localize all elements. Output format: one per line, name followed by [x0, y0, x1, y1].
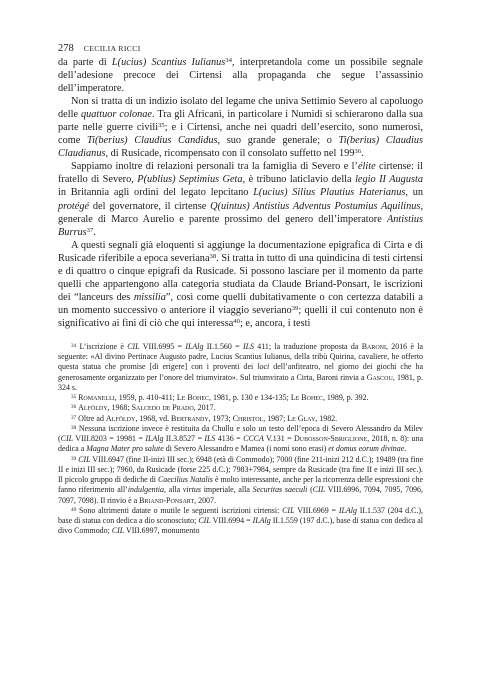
footnote: $^{39}$ CIL VIII.6947 (fine II-inizi III sec.); 6948 (età di Commodo); 7000 (fine 211-inizi 212 d.C.); 19489 (tra fine II e inizi III sec.); 7960, da Rusicade (forse 225 d.C.); 7983+7984, sempre da Rusicade (tra fine II e inizi III sec.). Il piccolo gruppo di dediche di Caecilius Natalis è molto interessante, anche per la ricorrenza delle espressioni che fanno riferimento all’indulgentia, alla virtus imperiale, alla Securitas saeculi (CIL VIII.6996, 7094, 7095, 7096, 7097, 7098). Il rinvio è a Briand-Ponsart, 2007. [58, 454, 424, 505]
page-number: 278 [58, 43, 74, 54]
running-head [58, 38, 423, 56]
body-text [58, 56, 423, 330]
paragraph: Sappiamo inoltre di relazioni personali tra la famiglia di Severo e l’élite cirtense: il fratello di Severo, P(ublius) Septimius Geta, è tribuno laticlavio della legio II Augusta in Britannia agli ordini del legato lepcitano L(ucius) Silius Plautius Haterianus, un protégé del governatore, il cirtense Q(uintus) Antistius Adventus Postumius Aquilinus, generale di Marco Aurelio e parente prossimo del genero dell’imperatore Antistius Burrus$^{37}$. [58, 161, 424, 238]
footnote: $^{36}$ Alföldy, 1968; Salcedo de Prado, 2017. [71, 403, 216, 413]
page [58, 38, 423, 537]
footnote: $^{34}$ L’iscrizione è CIL VIII.6995 = ILAlg II.1.560 = ILS 411; la traduzione proposta da Baroni, 2016 è la seguente: «Al divino Pertinace Augusto padre, Lucius Scantius Iulianus, della tribù Quirina, cavaliere, he offerto questa statua che promise [di erigere] con i proventi dei loci dell’anfiteatro, nel giorno dei giochi che ha generosamente organizzato per l’onore del triumvirato». Sul triumvirato a Cirta, Baroni rinvia a Gascou, 1981, p. 324 s. [58, 341, 424, 392]
paragraph: da parte di L(ucius) Scantius Iulianus$^{34}$, interpretandola come un possibile segnale dell’adesione precoce dei Cirtensi alla propaganda che segue l’assassinio dell’imperatore. [58, 57, 423, 95]
footnote: $^{37}$ Oltre ad Alföldy, 1968, vd. Bertrandy, 1973; Christol, 1987; Le Glay, 1982. [71, 413, 338, 423]
footnote: $^{38}$ Nessuna iscrizione invece è restituita da Chullu e solo un testo dell’epoca di Severo Alessandro da Milev (CIL VIII.8203 = 19981 = ILAlg II.3.8527 = ILS 4136 = CCCA V.131 = Dubosson-Sbriglione, 2018, n. 8): una dedica a Magna Mater pro salute di Severo Alessandro e Mamea (i nomi sono erasi) et domus eorum divinae. [58, 423, 424, 454]
paragraph: Non si tratta di un indizio isolato del legame che univa Settimio Severo al capoluogo delle quattuor colonae. Tra gli Africani, in particolare i Numidi si schierarono dalla sua parte nelle guerre civili$^{35}$; e i Cirtensi, anche nei quadri dell’esercito, sono numerosi, come Ti(berius) Claudius Candidus, suo grande generale; o Ti(berius) Claudius Claudianus, di Rusicade, ricompensato con il consolato suffetto nel $199^{36}$. [58, 96, 424, 160]
author-header: CECILIA RICCI [83, 44, 141, 53]
footnotes [58, 342, 423, 537]
footnote: $^{35}$ Romanelli, 1959, p. 410-411; Le Bohec, 1981, p. 130 e 134-135; Le Bohec, 1989, p. 392. [71, 393, 369, 403]
footnote: $^{40}$ Sono altrimenti datate o mutile le seguenti iscrizioni cirtensi: CIL VIII.6969 = ILAlg II.1.537 (204 d.C.), base di statua con dedica a dio sconosciuto; CIL VIII.6994 = ILAlg II.1.559 (197 d.C.), base di statua con dedica al divo Commodo; CIL VIII.6997, monumento [58, 505, 423, 536]
paragraph: A questi segnali già eloquenti si aggiunge la documentazione epigrafica di Cirta e di Rusicade riferibile a epoca severiana$^{38}$. Si tratta in tutto di una quindicina di testi cirtensi e di quattro o cinque epigrafi da Rusicade. Si possono lasciare per il momento da parte quelli che appartengono alla categoria studiata da Claude Briand-Ponsart, le iscrizioni dei “lanceurs des missilia”, così come quelli dubitativamente o con certezza databili a un momento successivo o anteriore il viaggio severiano$^{39}$; quelli il cui contenuto non è significativo ai fini di ciò che qui interessa$^{40}$; e, ancora, i testi [58, 239, 424, 329]
